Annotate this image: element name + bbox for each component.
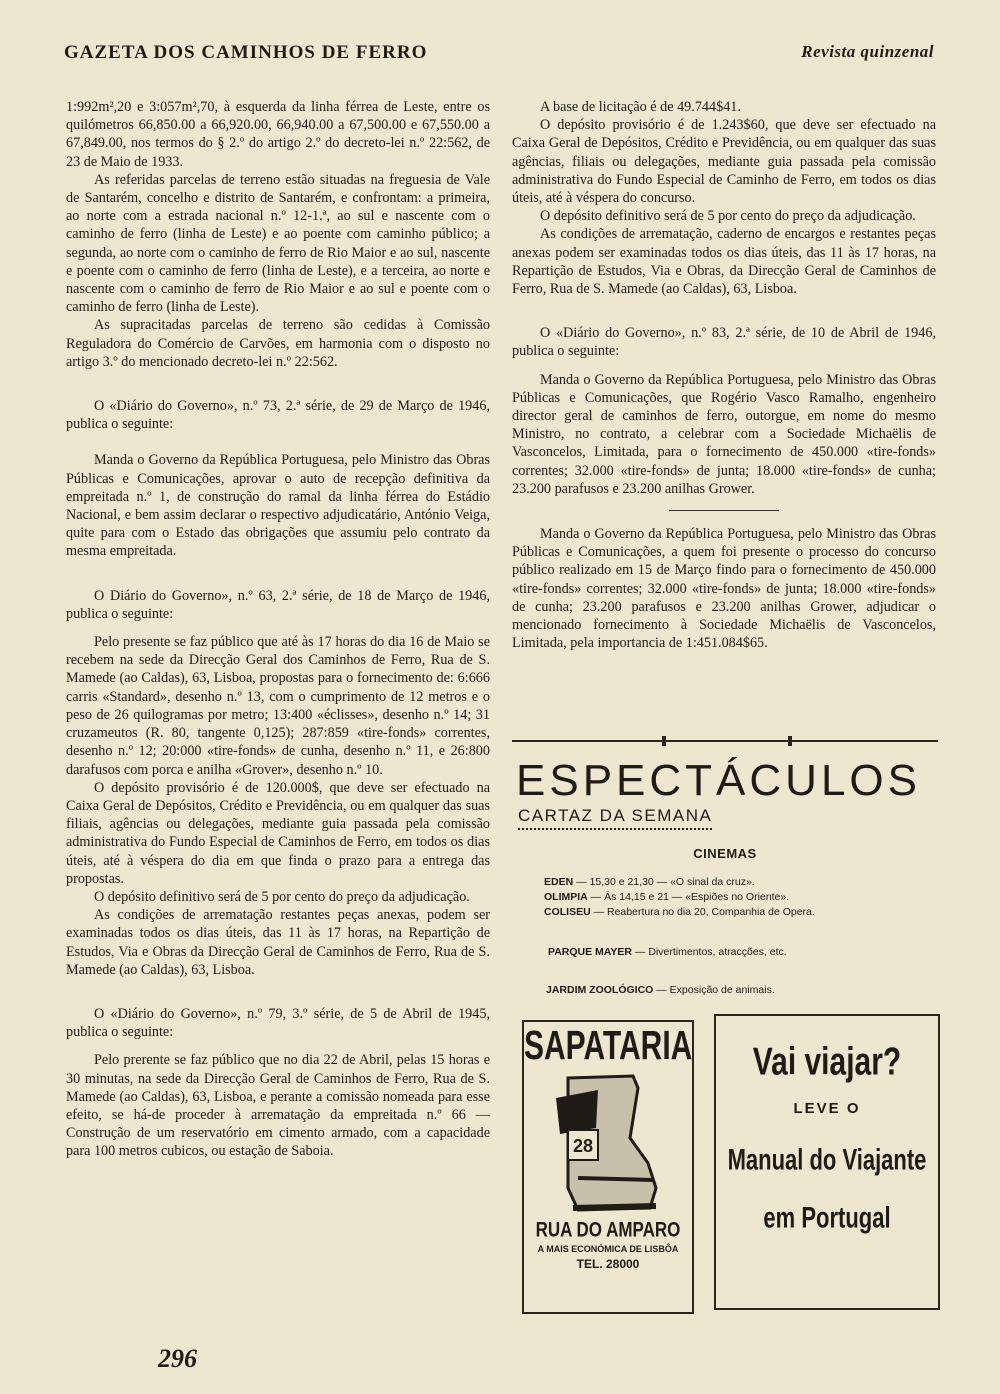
paragraph: O depósito definitivo será de 5 por cento do preço da adjudicação. (94, 888, 470, 905)
page-number: 296 (158, 1344, 197, 1373)
paragraph: O depósito provisório é de 120.000$, que deve ser efectuado na Caixa Geral de Depósitos, Crédito e Previdência, ou em qualquer das suas filiais, agências ou delegações, mediante guia passada pela comissão administrativa do Fundo Especial de Caminhos de Ferro, em todos os dias úteis, até à véspera do dia em que finda o prazo para a entrega das propostas. (66, 779, 490, 887)
spectacles-section (512, 738, 938, 996)
travel-manual-advertisement (714, 1014, 940, 1310)
paragraph: Pelo presente se faz público que até às 17 horas do dia 16 de Maio se recebem na sede da Direcção Geral dos Caminhos de Ferro, Rua de S. Mamede (ao Caldas), 63, Lisboa, propostas para o fornecimento de: 6:666 carris «Standard», desenho n.º 13, com o cumprimento de 12 metros e o peso de 26 quilogramas por metro; 13:400 «éclisses», desenho n.º 14; 31 cruzameutos (R. 80, tangente 0,125); 287:859 «tire-fonds» correntes, desenho n.º 12; 20:000 «tire-fonds» de cunha, desenho n.º 11, e 26:800 darafusos com porca e anilha «Grover», desenho n.º 10. (66, 634, 490, 778)
paragraph: Manda o Governo da República Portuguesa, pelo Ministro das Obras Públicas e Comunicações, que Rogério Vasco Ramalho, engenheiro director geral de caminhos de ferro, outorgue, em nome do mesmo Ministro, no contrato, a celebrar com a Sociedade Michaëlis de Vasconcelos, Limitada, para o fornecimento de 450.000 «tire-fonds» correntes; 32.000 «tire-fonds» de junta; 18.000 «tire-fonds» de cunha; 23.200 parafusos e 23.200 anilhas Grower. (512, 371, 936, 497)
paragraph: A base de licitação é de 49.744$41. (540, 99, 741, 115)
paragraph: As referidas parcelas de terreno estão situadas na freguesia de Vale de Santarém, concelho e distrito de Santarém, e confrontam: a primeira, ao norte com a estrada nacional n.º 12-1.ª, ao sul e nascente com o caminho de ferro (linha de Leste) e ao poente com caminho público; a segunda, ao norte com o caminho de ferro de Rio Maior e ao sul, nascente e poente com o caminho de ferro (linha de Leste), e a terceira, ao norte e nascente com o caminho de ferro de Rio Maior e ao sul e poente com o caminho de ferro (linha de Leste). (66, 171, 490, 316)
boot-illustration (538, 1068, 678, 1218)
ad-shoe-phone: TEL. 28000 (576, 1257, 640, 1271)
spectacles-title: ESPECTÁCULOS (516, 756, 921, 805)
cinemas-heading: CINEMAS (693, 846, 757, 861)
notice-intro: O Diário do Governo», n.º 63, 2.ª série, de 18 de Março de 1946, publica o seguinte: (66, 587, 490, 622)
ad-travel-question: Vai viajar? (752, 1040, 902, 1084)
list-item: COLISEU — Reabertura no dia 20, Companhia de Opera. (544, 906, 815, 918)
notice-intro: O «Diário do Governo», n.º 79, 3.º série, de 5 de Abril de 1945, publica o seguinte: (66, 1005, 490, 1041)
ad-shoe-slogan: A MAIS ECONÓMICA DE LISBÔA (537, 1244, 679, 1254)
list-item: EDEN — 15,30 e 21,30 — «O sinal da cruz». (544, 876, 755, 888)
left-column (66, 98, 490, 1161)
ad-travel-leve: LEVE O (793, 1100, 861, 1117)
ornamental-rule (512, 740, 938, 750)
sapataria-advertisement (522, 1020, 694, 1314)
paragraph: Pelo prerente se faz público que no dia 22 de Abril, pelas 15 horas e 30 minutas, na sede da Direcção Geral de Caminhos de Ferro, Rua de S. Mamede (ao Caldas), 63, Lisboa, e perante a comissão nomeada para esse efeito, se há-de proceder à arrematação da empreitada n.º 66 — Construção de um reservatório em cimento armado, com a capacidade para 100 metros cubicos, ou estação de Saboia. (66, 1052, 490, 1160)
paragraph: As condições de arrematação, caderno de encargos e restantes peças anexas podem ser examinadas todos os dias úteis, das 11 às 17 horas, na Repartição de Estudos, Via e Obras, da Direcção Geral de Caminhos de Ferro, Rua de S. Mamede (ao Caldas), 63, Lisboa. (512, 226, 936, 298)
paragraph: Manda o Governo da República Portuguesa, pelo Ministro das Obras Públicas e Comunicações, aprovar o auto de recepção definitiva da empreitada n.º 1, de construção do ramal da linha férrea do Estádio Nacional, e bem assim declarar o respectivo adjudicatário, António Veiga, quite para com o Estado das obrigações que assumiu pelo contrato da mesma empreitada. (66, 452, 490, 560)
spectacles-subtitle: CARTAZ DA SEMANA (518, 806, 712, 830)
list-item: OLIMPIA — Ás 14,15 e 21 — «Espiões no Oriente». (544, 891, 790, 903)
paragraph: Manda o Governo da República Portuguesa, pelo Ministro das Obras Públicas e Comunicações, a quem foi presente o processo do concurso público realizado em 15 de Março findo para o fornecimento de 450.000 «tire-fonds» correntes; 32.000 «tire-fonds» de junta; 18.000 «tire-fonds» de cunha; 23.200 parafusos e 23.200 anilhas Grower, adjudicar o mencionado fornecimento à Sociedade Michaëlis de Vasconcelos, Limitada, pela importancia de 1:451.084$65. (512, 526, 936, 652)
paragraph: As supracitadas parcelas de terreno são cedidas à Comissão Reguladora do Comércio de Carvões, em harmonia com o disposto no artigo 3.º do mencionado decreto-lei n.º 22:562. (66, 317, 490, 370)
ad-travel-manual: Manual do Viajante (727, 1142, 927, 1177)
journal-title: GAZETA DOS CAMINHOS DE FERRO (64, 42, 428, 63)
ad-shoe-title: SAPATARIA (524, 1024, 693, 1069)
right-column (512, 98, 936, 652)
notice-intro: O «Diário do Governo», n.º 73, 2.ª série, de 29 de Março de 1946, publica o seguinte: (66, 398, 490, 433)
ad-travel-country: em Portugal (763, 1200, 891, 1235)
paragraph: O depósito definitivo será de 5 por cento do preço da adjudicação. (540, 208, 916, 225)
notice-intro: O «Diário do Governo», n.º 83, 2.ª série, de 10 de Abril de 1946, publica o seguinte: (512, 325, 936, 360)
paragraph: As condições de arrematação restantes peças anexas, podem ser examinadas todos os dias úteis, das 11 às 17 horas, na Repartição de Estudos, Via e Obras da Direcção Geral de Caminhos de Ferro, Rua de S. Mamede (ao Caldas), 63, Lisboa. (66, 907, 490, 978)
paragraph: 1:992m²,20 e 3:057m²,70, à esquerda da linha férrea de Leste, entre os quilómetros 66,850.00 a 66,920.00, 66,940.00 a 67,500.00 e 67,550.00 a 67,849.00, nos termos do § 2.º do artigo 2.º do decreto-lei n.º 22:562, de 23 de Maio de 1933. (66, 99, 490, 170)
running-head (64, 38, 934, 68)
jardim-zoologico-listing: JARDIM ZOOLÓGICO — Exposição de animais. (546, 984, 775, 996)
shoe-number: 28 (572, 1136, 594, 1156)
cinema-list (544, 875, 938, 920)
journal-subtitle: Revista quinzenal (801, 42, 934, 61)
ad-shoe-street: RUA DO AMPARO (535, 1217, 681, 1242)
paragraph: O depósito provisório é de 1.243$60, que deve ser efectuado na Caixa Geral de Depósitos, Crédito e Previdência, ou em qualquer das suas agências, filiais ou delegações, mediante guia passada pela comissão administrativa do Fundo Especial de Caminho de Ferro, em todos os dias úteis, até à véspera do concurso. (512, 117, 936, 207)
section-divider (669, 510, 779, 511)
parque-mayer-listing: PARQUE MAYER — Divertimentos, atracções, etc. (548, 946, 787, 958)
